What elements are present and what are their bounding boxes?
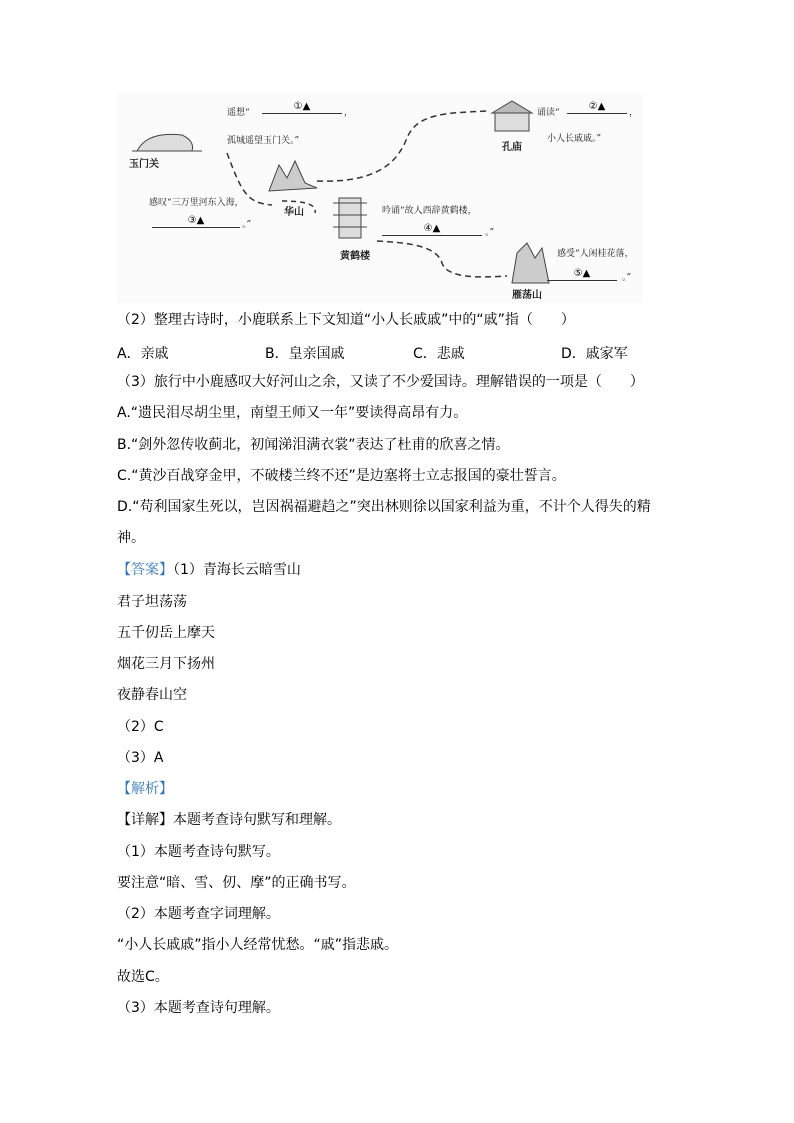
answer-text: 烟花三月下扬州 (117, 656, 215, 672)
caption-text: ， (629, 108, 639, 118)
analysis-text: （3）本题考查诗句理解。 (117, 1000, 280, 1016)
caption-text: 小人长戚戚。” (547, 134, 602, 144)
place-label: 黄鹤楼 (340, 251, 370, 262)
caption-text: 。” (485, 228, 495, 238)
yellow-crane-tower-illustration (333, 198, 367, 238)
answer-text: （3）A (117, 750, 164, 766)
question-2-stem: （2）整理古诗时，小鹿联系上下文知道“小人长戚戚”中的“戚”指（ ） (117, 312, 575, 328)
place-label: 玉门关 (129, 159, 159, 170)
answer-line (117, 562, 301, 578)
q3-option-c: C.“黄沙百战穿金甲，不破楼兰终不还”是边塞将士立志报国的豪壮誓言。 (117, 468, 566, 484)
caption-text: 吟诵“故人西辞黄鹤楼， (382, 206, 477, 216)
caption-text: 感受“人闲桂花落， (557, 249, 634, 259)
analysis-text: 故选C。 (117, 969, 169, 985)
q2-option-d: D．戚家军 (561, 346, 628, 362)
q3-option-d-cont: 神。 (117, 530, 145, 546)
caption-text: ， (344, 108, 354, 118)
caption-text: 。” (242, 220, 252, 230)
analysis-label: 【解析】 (117, 781, 173, 797)
place-label: 华山 (284, 207, 304, 218)
q3-option-d: D.“苟利国家生死以，岂因祸福避趋之”突出林则徐以国家利益为重，不计个人得失的精 (117, 499, 651, 515)
answer-text: （2）C (117, 719, 164, 735)
analysis-text: 要注意“暗、雪、仞、摩”的正确书写。 (117, 875, 356, 891)
answer-text: （1）青海长云暗雪山 (173, 562, 301, 578)
travel-route-map (117, 93, 642, 303)
place-label: 孔庙 (502, 142, 522, 153)
answer-label: 【答案】 (117, 562, 173, 578)
yumenguan-illustration (132, 134, 202, 151)
analysis-text: （1）本题考查诗句默写。 (117, 844, 280, 860)
blank-2: ②▲ (567, 101, 627, 114)
question-3-stem: （3）旅行中小鹿感叹大好河山之余，又读了不少爱国诗。理解错误的一项是（ ） (117, 374, 644, 390)
blank-1: ①▲ (262, 101, 342, 114)
caption-text: 遥想“ (227, 108, 250, 118)
answer-text: 五千仞岳上摩天 (117, 625, 215, 641)
analysis-text: （2）本题考查字词理解。 (117, 906, 280, 922)
q2-option-b: B．皇亲国戚 (265, 346, 345, 362)
blank-4: ④▲ (382, 223, 482, 236)
answer-text: 夜静春山空 (117, 687, 187, 703)
q3-option-a: A.“遗民泪尽胡尘里，南望王师又一年”要读得高昂有力。 (117, 405, 468, 421)
confucius-temple-illustration (492, 101, 532, 131)
blank-3: ③▲ (152, 215, 240, 228)
huashan-illustration (269, 161, 317, 191)
answer-text: 君子坦荡荡 (117, 594, 187, 610)
q2-option-c: C．悲戚 (413, 346, 465, 362)
q2-option-a: A．亲戚 (117, 346, 169, 362)
place-label: 雁荡山 (512, 290, 542, 301)
q3-option-b: B.“剑外忽传收蓟北，初闻涕泪满衣裳”表达了杜甫的欣喜之情。 (117, 437, 510, 453)
caption-text: 。” (622, 273, 632, 283)
analysis-text: “小人长戚戚”指小人经常忧愁。“戚”指悲戚。 (117, 937, 399, 953)
caption-text: 感叹“三万里河东入海， (149, 198, 244, 208)
analysis-text: 【详解】本题考查诗句默写和理解。 (117, 812, 341, 828)
yandang-mountain-illustration (512, 243, 549, 283)
caption-text: 诵读“ (537, 108, 560, 118)
caption-text: 孤城遥望玉门关。” (227, 136, 300, 146)
blank-5: ⑤▲ (547, 268, 617, 281)
